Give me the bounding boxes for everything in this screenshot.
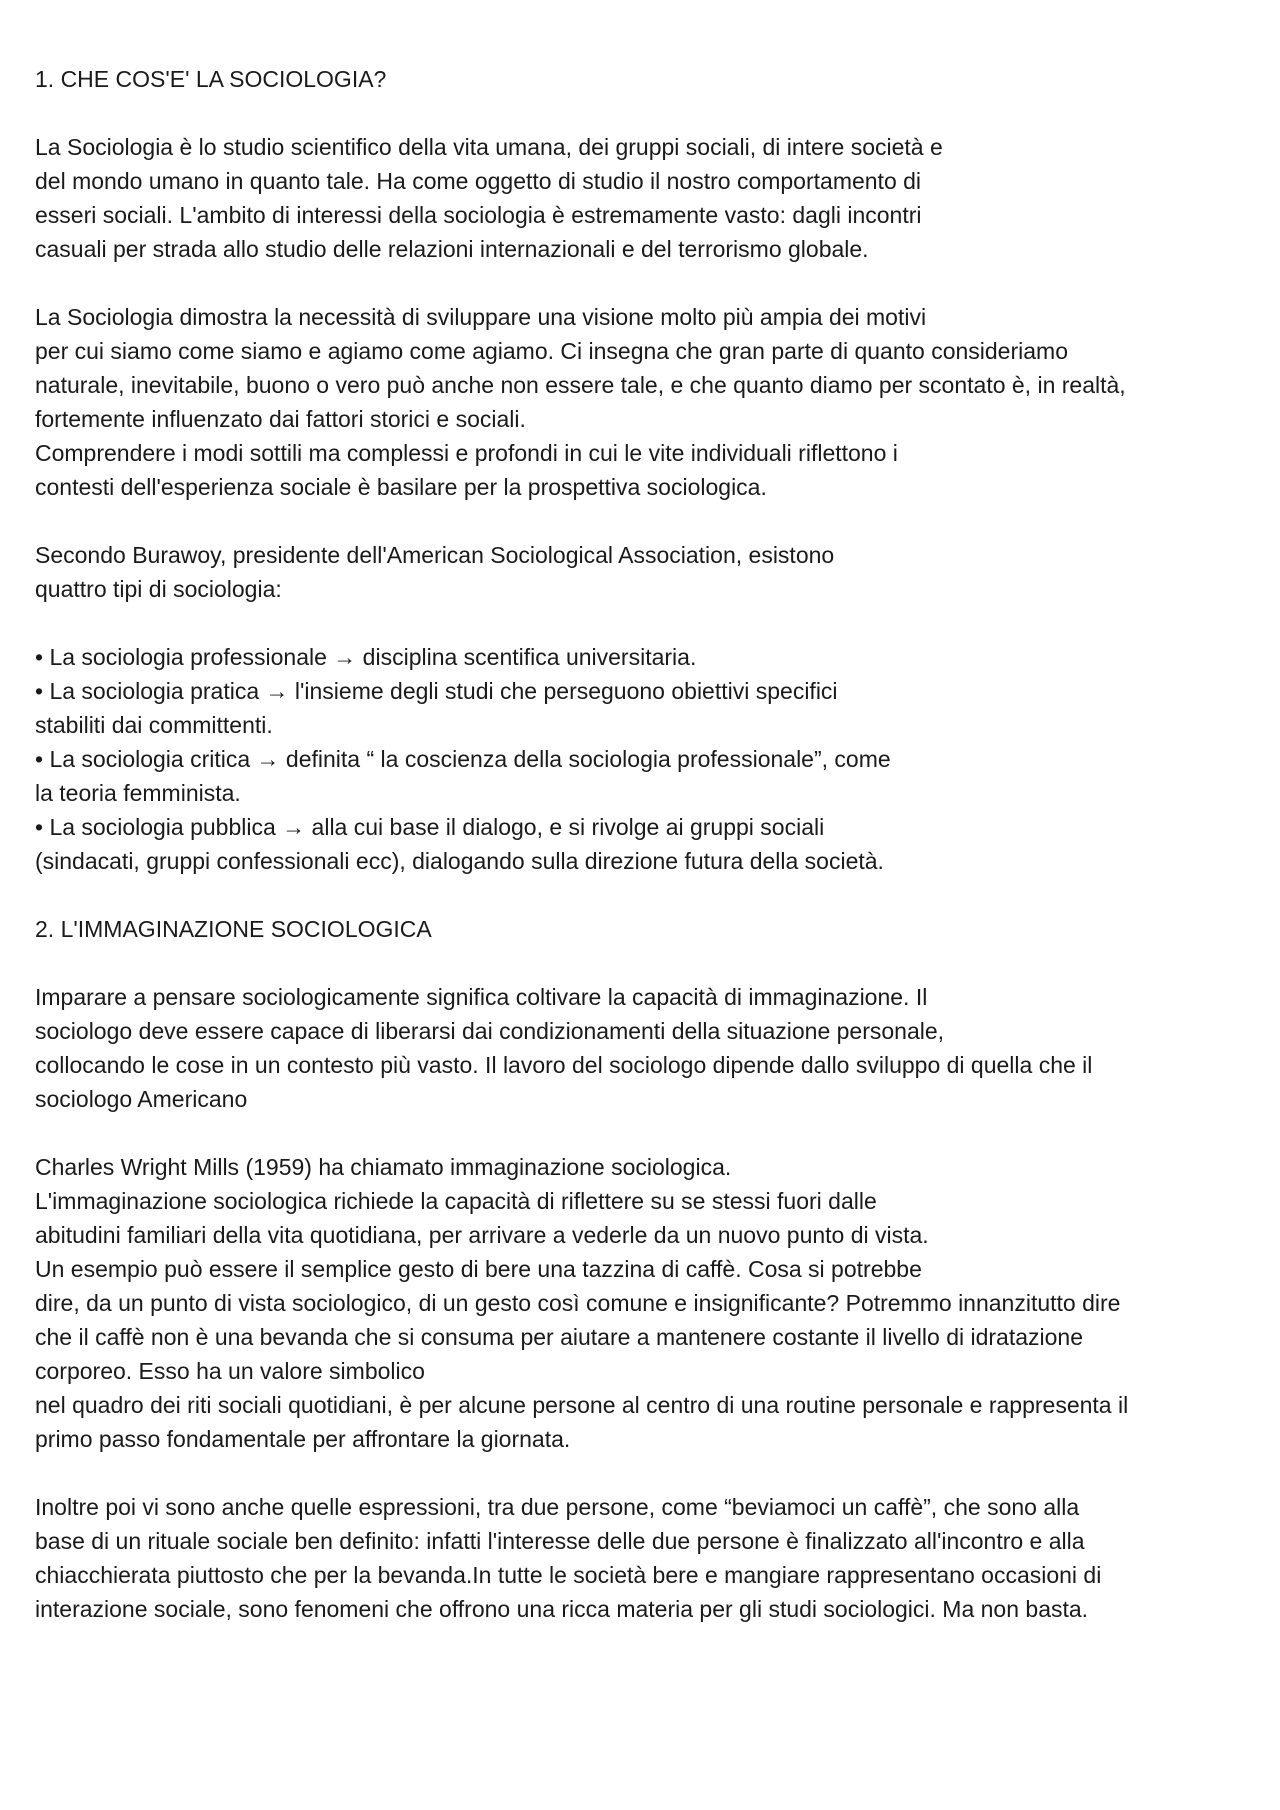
text-line: esseri sociali. L'ambito di interessi della sociologia è estremamente vasto: dagli incontri: [35, 202, 922, 228]
spacer: [35, 504, 1265, 538]
text-line: dire, da un punto di vista sociologico, di un gesto così comune e insignificante? Potremmo innanzitutto dire: [35, 1290, 1121, 1316]
text-line: naturale, inevitabile, buono o vero può anche non essere tale, e che quanto diamo per scontato è, in realtà,: [35, 372, 1126, 398]
text-line: Un esempio può essere il semplice gesto di bere una tazzina di caffè. Cosa si potrebbe: [35, 1256, 922, 1282]
text-line: chiacchierata piuttosto che per la bevanda.In tutte le società bere e mangiare rappresentano occasioni di: [35, 1562, 1102, 1588]
paragraph: [35, 300, 1265, 504]
text-line: Imparare a pensare sociologicamente significa coltivare la capacità di immaginazione. Il: [35, 984, 928, 1010]
text-line: Inoltre poi vi sono anche quelle espressioni, tra due persone, come “beviamoci un caffè”, che sono alla: [35, 1494, 1080, 1520]
paragraph: [35, 980, 1265, 1116]
text-line: La Sociologia dimostra la necessità di sviluppare una visione molto più ampia dei motivi: [35, 304, 927, 330]
paragraph: [35, 538, 1265, 606]
spacer: [35, 96, 1265, 130]
paragraph: [35, 1490, 1265, 1626]
list-item: • La sociologia pubblica → alla cui base il dialogo, e si rivolge ai gruppi sociali: [35, 814, 825, 840]
text-line: base di un rituale sociale ben definito: infatti l'interesse delle due persone è finalizzato all'incontro e alla: [35, 1528, 1085, 1554]
text-line: casuali per strada allo studio delle relazioni internazionali e del terrorismo globale.: [35, 236, 869, 262]
text-line: Secondo Burawoy, presidente dell'American Sociological Association, esistono: [35, 542, 835, 568]
text-line: primo passo fondamentale per affrontare la giornata.: [35, 1426, 571, 1452]
text-line: fortemente influenzato dai fattori storici e sociali.: [35, 406, 526, 432]
list-item-continuation: stabiliti dai committenti.: [35, 712, 273, 738]
spacer: [35, 266, 1265, 300]
text-line: collocando le cose in un contesto più vasto. Il lavoro del sociologo dipende dallo sviluppo di quella che il: [35, 1052, 1093, 1078]
text-line: contesti dell'esperienza sociale è basilare per la prospettiva sociologica.: [35, 474, 767, 500]
bullet-list: [35, 640, 1265, 878]
list-item: • La sociologia pratica → l'insieme degli studi che perseguono obiettivi specifici: [35, 678, 838, 704]
document-page: [35, 62, 1265, 1626]
spacer: [35, 1116, 1265, 1150]
text-line: corporeo. Esso ha un valore simbolico: [35, 1358, 425, 1384]
list-item-continuation: (sindacati, gruppi confessionali ecc), dialogando sulla direzione futura della società.: [35, 848, 884, 874]
text-line: La Sociologia è lo studio scientifico della vita umana, dei gruppi sociali, di intere società e: [35, 134, 943, 160]
text-line: sociologo Americano: [35, 1086, 248, 1112]
list-item-continuation: la teoria femminista.: [35, 780, 241, 806]
text-line: interazione sociale, sono fenomeni che offrono una ricca materia per gli studi sociologici. Ma non basta.: [35, 1596, 1089, 1622]
text-line: quattro tipi di sociologia:: [35, 576, 282, 602]
spacer: [35, 878, 1265, 912]
text-line: abitudini familiari della vita quotidiana, per arrivare a vederle da un nuovo punto di vista.: [35, 1222, 929, 1248]
paragraph: [35, 130, 1265, 266]
text-line: L'immaginazione sociologica richiede la capacità di riflettere su se stessi fuori dalle: [35, 1188, 877, 1214]
text-line: del mondo umano in quanto tale. Ha come oggetto di studio il nostro comportamento di: [35, 168, 922, 194]
spacer: [35, 1456, 1265, 1490]
spacer: [35, 606, 1265, 640]
text-line: per cui siamo come siamo e agiamo come agiamo. Ci insegna che gran parte di quanto consideriamo: [35, 338, 1068, 364]
text-line: che il caffè non è una bevanda che si consuma per aiutare a mantenere costante il livello di idratazione: [35, 1324, 1084, 1350]
list-item: • La sociologia professionale → disciplina scentifica universitaria.: [35, 644, 697, 670]
text-line: Charles Wright Mills (1959) ha chiamato immaginazione sociologica.: [35, 1154, 732, 1180]
spacer: [35, 946, 1265, 980]
list-item: • La sociologia critica → definita “ la coscienza della sociologia professionale”, come: [35, 746, 891, 772]
text-line: nel quadro dei riti sociali quotidiani, è per alcune persone al centro di una routine personale e rappresenta il: [35, 1392, 1129, 1418]
section-heading-2: 2. L'IMMAGINAZIONE SOCIOLOGICA: [35, 916, 432, 942]
text-line: sociologo deve essere capace di liberarsi dai condizionamenti della situazione personale,: [35, 1018, 945, 1044]
paragraph: [35, 1150, 1265, 1456]
text-line: Comprendere i modi sottili ma complessi e profondi in cui le vite individuali riflettono i: [35, 440, 898, 466]
section-heading-1: 1. CHE COS'E' LA SOCIOLOGIA?: [35, 66, 387, 92]
